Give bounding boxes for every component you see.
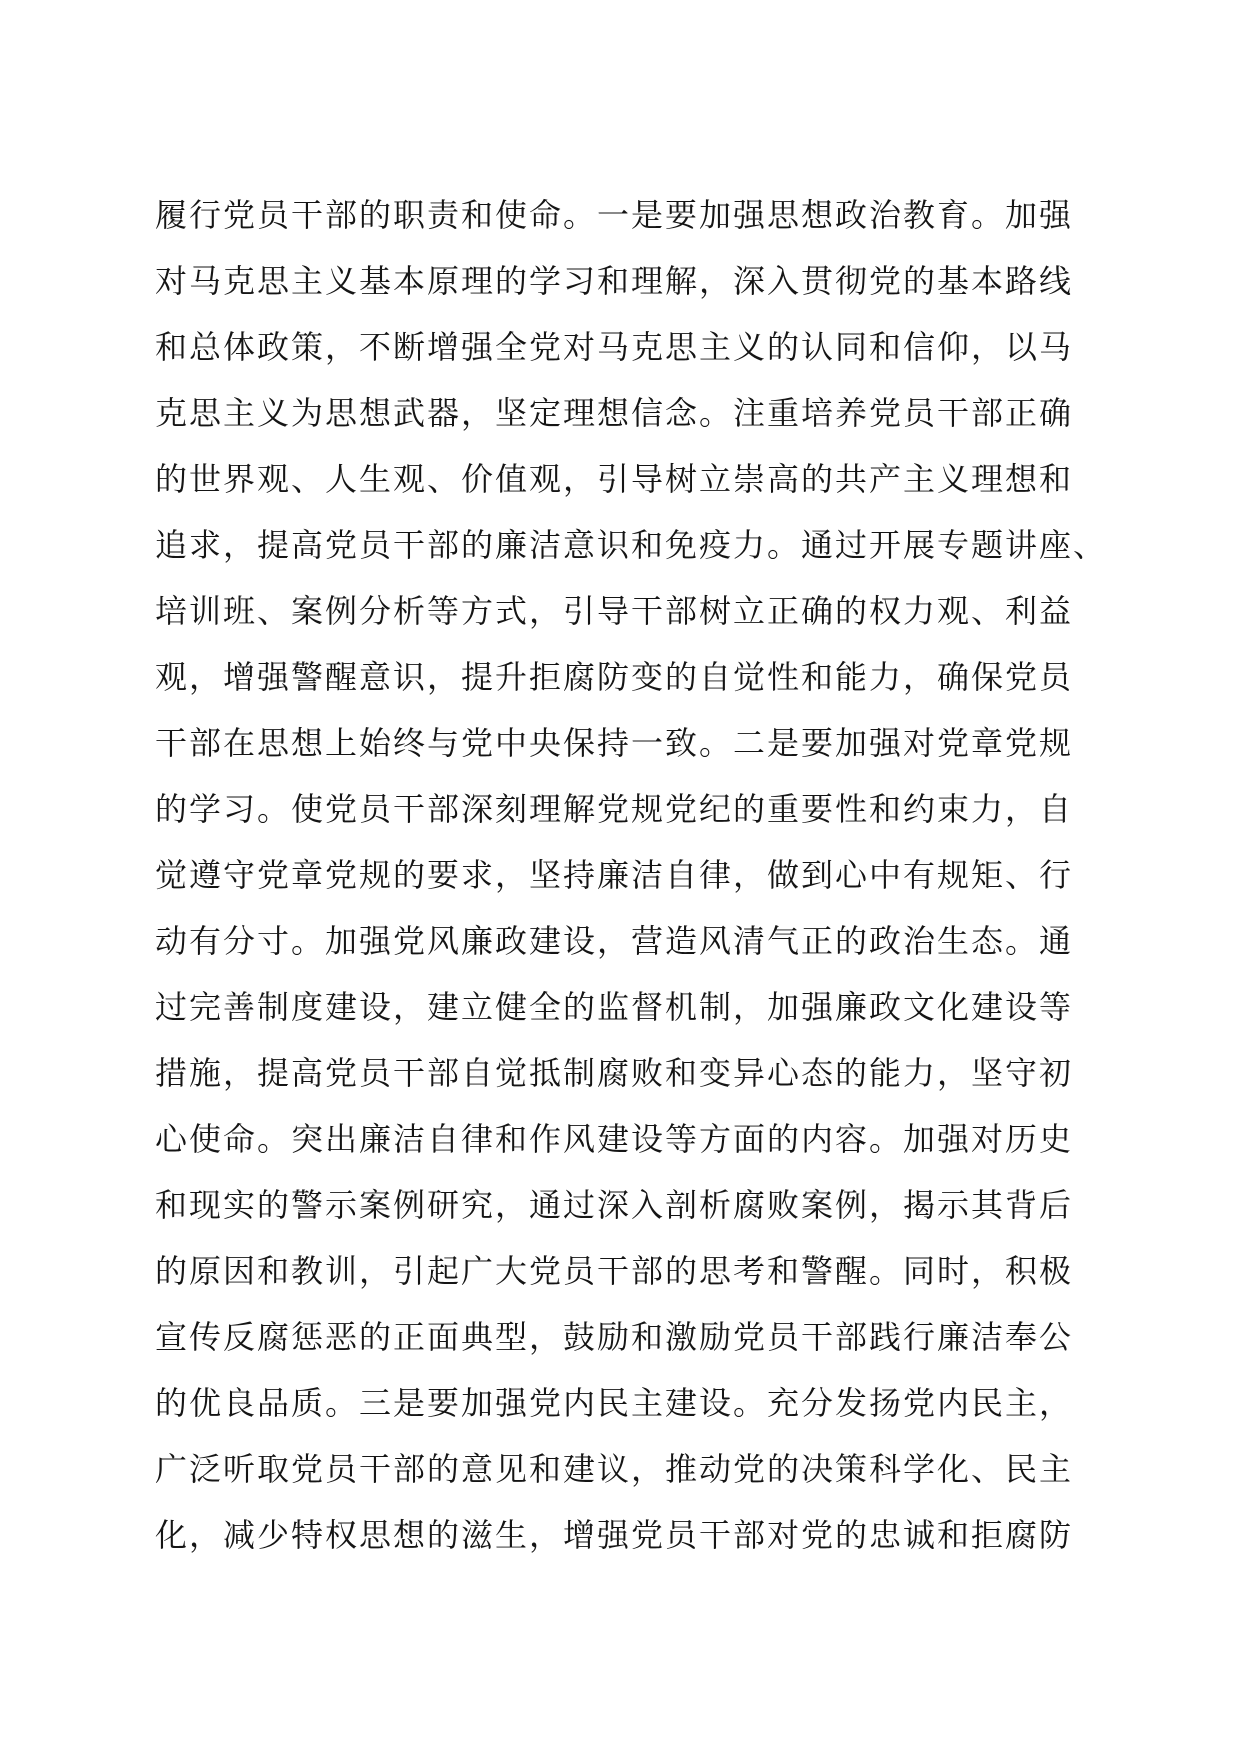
text-line: 对马克思主义基本原理的学习和理解，深入贯彻党的基本路线 bbox=[155, 262, 1074, 300]
text-line: 的学习。使党员干部深刻理解党规党纪的重要性和约束力，自 bbox=[155, 790, 1074, 828]
body-text bbox=[155, 182, 1115, 1568]
text-line: 的优良品质。三是要加强党内民主建设。充分发扬党内民主， bbox=[155, 1384, 1074, 1422]
text-line: 心使命。突出廉洁自律和作风建设等方面的内容。加强对历史 bbox=[155, 1120, 1074, 1158]
text-line: 干部在思想上始终与党中央保持一致。二是要加强对党章党规 bbox=[155, 724, 1074, 762]
text-line: 和总体政策，不断增强全党对马克思主义的认同和信仰，以马 bbox=[155, 328, 1074, 366]
text-line: 动有分寸。加强党风廉政建设，营造风清气正的政治生态。通 bbox=[155, 922, 1074, 960]
text-line: 追求，提高党员干部的廉洁意识和免疫力。通过开展专题讲座、 bbox=[155, 526, 1108, 564]
text-line: 履行党员干部的职责和使命。一是要加强思想政治教育。加强 bbox=[155, 196, 1074, 234]
text-line: 觉遵守党章党规的要求，坚持廉洁自律，做到心中有规矩、行 bbox=[155, 856, 1074, 894]
text-line: 克思主义为思想武器，坚定理想信念。注重培养党员干部正确 bbox=[155, 394, 1074, 432]
text-line: 的世界观、人生观、价值观，引导树立崇高的共产主义理想和 bbox=[155, 460, 1074, 498]
text-line: 措施，提高党员干部自觉抵制腐败和变异心态的能力，坚守初 bbox=[155, 1054, 1074, 1092]
text-line: 广泛听取党员干部的意见和建议，推动党的决策科学化、民主 bbox=[155, 1450, 1074, 1488]
text-line: 过完善制度建设，建立健全的监督机制，加强廉政文化建设等 bbox=[155, 988, 1074, 1026]
text-line: 观，增强警醒意识，提升拒腐防变的自觉性和能力，确保党员 bbox=[155, 658, 1074, 696]
text-line: 宣传反腐惩恶的正面典型，鼓励和激励党员干部践行廉洁奉公 bbox=[155, 1318, 1074, 1356]
text-line: 和现实的警示案例研究，通过深入剖析腐败案例，揭示其背后 bbox=[155, 1186, 1074, 1224]
text-line: 培训班、案例分析等方式，引导干部树立正确的权力观、利益 bbox=[155, 592, 1074, 630]
text-line: 的原因和教训，引起广大党员干部的思考和警醒。同时，积极 bbox=[155, 1252, 1074, 1290]
text-line: 化，减少特权思想的滋生，增强党员干部对党的忠诚和拒腐防 bbox=[155, 1516, 1074, 1554]
